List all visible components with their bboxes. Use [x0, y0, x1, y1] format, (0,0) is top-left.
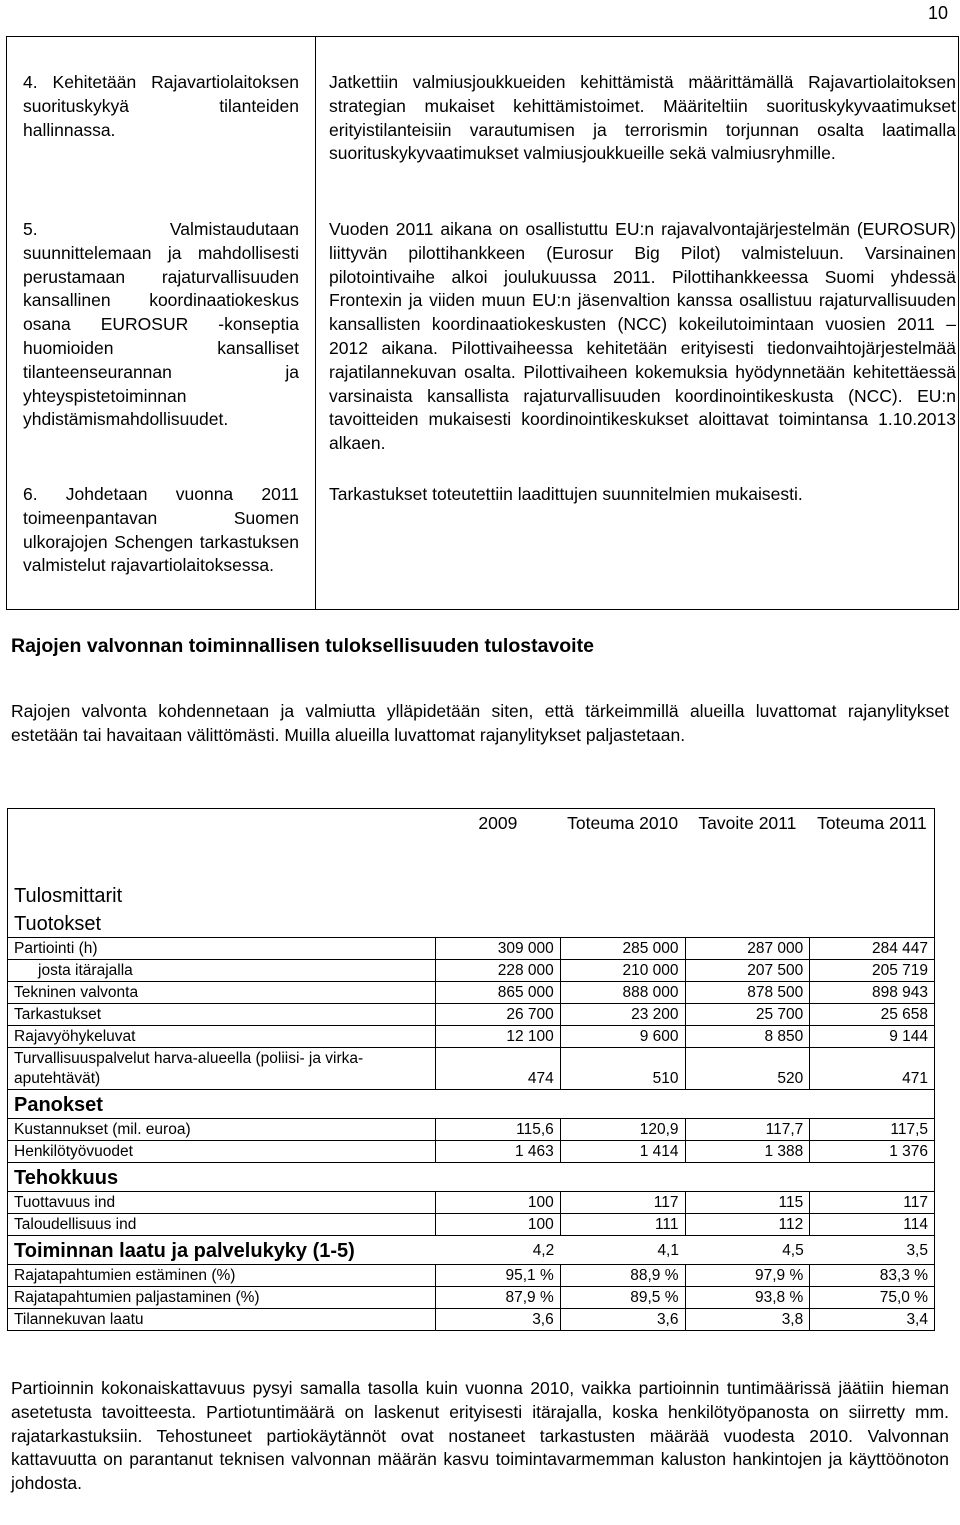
row-value: 510 — [560, 1048, 685, 1090]
row-value: 285 000 — [560, 938, 685, 960]
row-value: 3,8 — [685, 1309, 810, 1331]
row-value: 878 500 — [685, 982, 810, 1004]
row-value: 1 388 — [685, 1141, 810, 1163]
section-label: Tulosmittarit — [8, 879, 935, 909]
row-label: josta itärajalla — [8, 960, 436, 982]
row-label: Rajavyöhykeluvat — [8, 1026, 436, 1048]
row-value: 25 658 — [810, 1004, 935, 1026]
row-value: 117,5 — [810, 1119, 935, 1141]
row-value: 865 000 — [436, 982, 561, 1004]
metrics-table — [7, 808, 934, 1331]
goal-6-result: Tarkastukset toteutettiin laadittujen suunnitelmien mukaisesti. — [329, 484, 803, 504]
table-row — [8, 1309, 935, 1331]
table-row — [8, 1004, 935, 1026]
table-row — [8, 982, 935, 1004]
header-empty — [8, 809, 436, 879]
section-label: Toiminnan laatu ja palvelukyky (1-5) — [8, 1236, 436, 1265]
column-header: 2009 — [436, 809, 561, 879]
section-label: Tehokkuus — [8, 1163, 935, 1192]
row-value: 93,8 % — [685, 1287, 810, 1309]
row-label: Partiointi (h) — [8, 938, 436, 960]
table-row — [8, 1048, 935, 1090]
section-tuotokset — [8, 909, 935, 938]
row-label: Taloudellisuus ind — [8, 1214, 436, 1236]
section-label: Tuotokset — [8, 909, 935, 938]
row-value: 520 — [685, 1048, 810, 1090]
row-value: 210 000 — [560, 960, 685, 982]
row-value: 26 700 — [436, 1004, 561, 1026]
row-value: 228 000 — [436, 960, 561, 982]
row-value: 1 414 — [560, 1141, 685, 1163]
row-value: 3,6 — [560, 1309, 685, 1331]
intro-paragraph: Rajojen valvonta kohdennetaan ja valmiutta ylläpidetään siten, että tärkeimmillä alueilla luvattomat rajanylitykset estetään tai havaitaan välittömästi. Muilla alueilla luvattomat rajanylitykset paljastetaan. — [11, 701, 949, 745]
row-value: 23 200 — [560, 1004, 685, 1026]
row-value: 117 — [810, 1192, 935, 1214]
section-tehokkuus — [8, 1163, 935, 1192]
column-header: Tavoite 2011 — [685, 809, 810, 879]
table-row — [8, 1026, 935, 1048]
outro-paragraph: Partioinnin kokonaiskattavuus pysyi samalla tasolla kuin vuonna 2010, vaikka partioinnin tuntimäärissä jäätiin hieman asetetusta tavoitteesta. Partiotuntimäärä on laskenut erityisesti itärajalla, koska henkilötyöpanosta on siirretty mm. rajatarkastuksiin. Tehostuneet partiokäytännöt ovat nostaneet tarkastusten määrää vuodesta 2010. Valvonnan kattavuutta on parantanut teknisen valvonnan määrän kasvu toimintavarmemman kaluston hankintojen ja käyttöönoton johdosta. — [11, 1378, 949, 1494]
section-tulosmittarit — [8, 879, 935, 909]
row-value: 4,1 — [657, 1242, 679, 1259]
row-value: 3,6 — [436, 1309, 561, 1331]
row-value: 117,7 — [685, 1119, 810, 1141]
row-value: 309 000 — [436, 938, 561, 960]
row-label: Tilannekuvan laatu — [8, 1309, 436, 1331]
section-panokset — [8, 1090, 935, 1119]
row-value: 1 463 — [436, 1141, 561, 1163]
table-row — [8, 938, 935, 960]
goal-5-result: Vuoden 2011 aikana on osallistuttu EU:n rajavalvontajärjestelmän (EUROSUR) liittyvän pilottihankkeen (Eurosur Big Pilot) valmisteluun. Varsinainen pilotointivaihe alkoi joulukuussa 2011. Pilottihankkeessa Suomi yhdessä Frontexin ja viiden muun EU:n jäsenvaltion kanssa osallistuu rajaturvallisuuden kansallisten koordinaatiokeskusten (NCC) kokeilutoimintaan vuosien 2011 – 2012 aikana. Pilottivaiheessa kehitetään erityisesti tiedonvaihtojärjestelmää rajatilannekuvan osalta. Pilottivaiheen kokemuksia hyödynnetään kehitettäessä varsinaista kansallista rajaturvallisuuden koordinointikeskusta (NCC). EU:n tavoitteiden mukaisesti koordinointikeskukset aloittavat toimintansa 1.10.2013 alkaen. — [329, 219, 956, 454]
row-value: 88,9 % — [560, 1265, 685, 1287]
section-heading: Rajojen valvonnan toiminnallisen tuloksellisuuden tulostavoite — [11, 635, 594, 657]
row-value: 120,9 — [560, 1119, 685, 1141]
row-value: 207 500 — [685, 960, 810, 982]
row-label: Turvallisuuspalvelut harva-alueella (poliisi- ja virka-aputehtävät) — [8, 1048, 436, 1090]
goal-4-result: Jatkettiin valmiusjoukkueiden kehittämistä määrittämällä Rajavartiolaitoksen strategian mukaiset kehittämistoimet. Määriteltiin suorituskykyvaatimukset erityistilanteisiin varautumisen ja terrorismin torjunnan osalta laatimalla suorituskykyvaatimukset valmiusjoukkueille sekä valmiusryhmille. — [329, 72, 956, 164]
section-laatu — [8, 1236, 935, 1265]
table-row — [8, 1192, 935, 1214]
goals-table — [6, 36, 959, 610]
row-value: 287 000 — [685, 938, 810, 960]
table-row — [8, 960, 935, 982]
row-value: 4,5 — [782, 1242, 804, 1259]
column-divider — [315, 37, 316, 609]
table-row — [8, 1287, 935, 1309]
row-value: 888 000 — [560, 982, 685, 1004]
row-value: 83,3 % — [810, 1265, 935, 1287]
row-label: Kustannukset (mil. euroa) — [8, 1119, 436, 1141]
row-value: 111 — [560, 1214, 685, 1236]
row-value: 3,4 — [810, 1309, 935, 1331]
row-value: 87,9 % — [436, 1287, 561, 1309]
goal-6-title: 6. Johdetaan vuonna 2011 toimeenpantavan Suomen ulkorajojen Schengen tarkastuksen valmistelut rajavartiolaitoksessa. — [23, 484, 299, 576]
row-value: 1 376 — [810, 1141, 935, 1163]
row-label: Tekninen valvonta — [8, 982, 436, 1004]
row-value: 89,5 % — [560, 1287, 685, 1309]
row-label: Tuottavuus ind — [8, 1192, 436, 1214]
row-value: 284 447 — [810, 938, 935, 960]
row-value: 115,6 — [436, 1119, 561, 1141]
row-label: Rajatapahtumien paljastaminen (%) — [8, 1287, 436, 1309]
row-label: Rajatapahtumien estäminen (%) — [8, 1265, 436, 1287]
table-row — [8, 1119, 935, 1141]
row-value: 8 850 — [685, 1026, 810, 1048]
row-value: 117 — [560, 1192, 685, 1214]
table-row — [8, 1141, 935, 1163]
goal-5-title: 5. Valmistaudutaan suunnittelemaan ja mahdollisesti perustamaan rajaturvallisuuden kansallinen koordinaatiokeskus osana EUROSUR -konseptia huomioiden kansalliset tilanteenseurannan ja yhteyspistetoiminnan yhdistämismahdollisuudet. — [23, 219, 299, 430]
page-number: 10 — [927, 3, 948, 23]
row-value: 100 — [436, 1192, 561, 1214]
row-label: Henkilötyövuodet — [8, 1141, 436, 1163]
goal-4-title: 4. Kehitetään Rajavartiolaitoksen suorituskykyä tilanteiden hallinnassa. — [23, 72, 299, 140]
row-value: 100 — [436, 1214, 561, 1236]
row-value: 97,9 % — [685, 1265, 810, 1287]
row-value: 25 700 — [685, 1004, 810, 1026]
table-row — [8, 1265, 935, 1287]
row-value: 3,5 — [810, 1236, 935, 1265]
row-value: 12 100 — [436, 1026, 561, 1048]
row-value: 898 943 — [810, 982, 935, 1004]
row-value: 75,0 % — [810, 1287, 935, 1309]
table-row — [8, 1214, 935, 1236]
header-row — [8, 809, 935, 879]
row-value: 95,1 % — [436, 1265, 561, 1287]
section-label: Panokset — [8, 1090, 935, 1119]
row-value: 205 719 — [810, 960, 935, 982]
row-value: 4,2 — [532, 1242, 555, 1259]
row-value: 9 600 — [560, 1026, 685, 1048]
column-header: Toteuma 2010 — [560, 809, 685, 879]
row-value: 9 144 — [810, 1026, 935, 1048]
row-label: Tarkastukset — [8, 1004, 436, 1026]
row-value: 115 — [685, 1192, 810, 1214]
row-value: 471 — [810, 1048, 935, 1090]
row-value: 474 — [436, 1048, 561, 1090]
row-value: 112 — [685, 1214, 810, 1236]
column-header: Toteuma 2011 — [810, 809, 935, 879]
row-value: 114 — [810, 1214, 935, 1236]
